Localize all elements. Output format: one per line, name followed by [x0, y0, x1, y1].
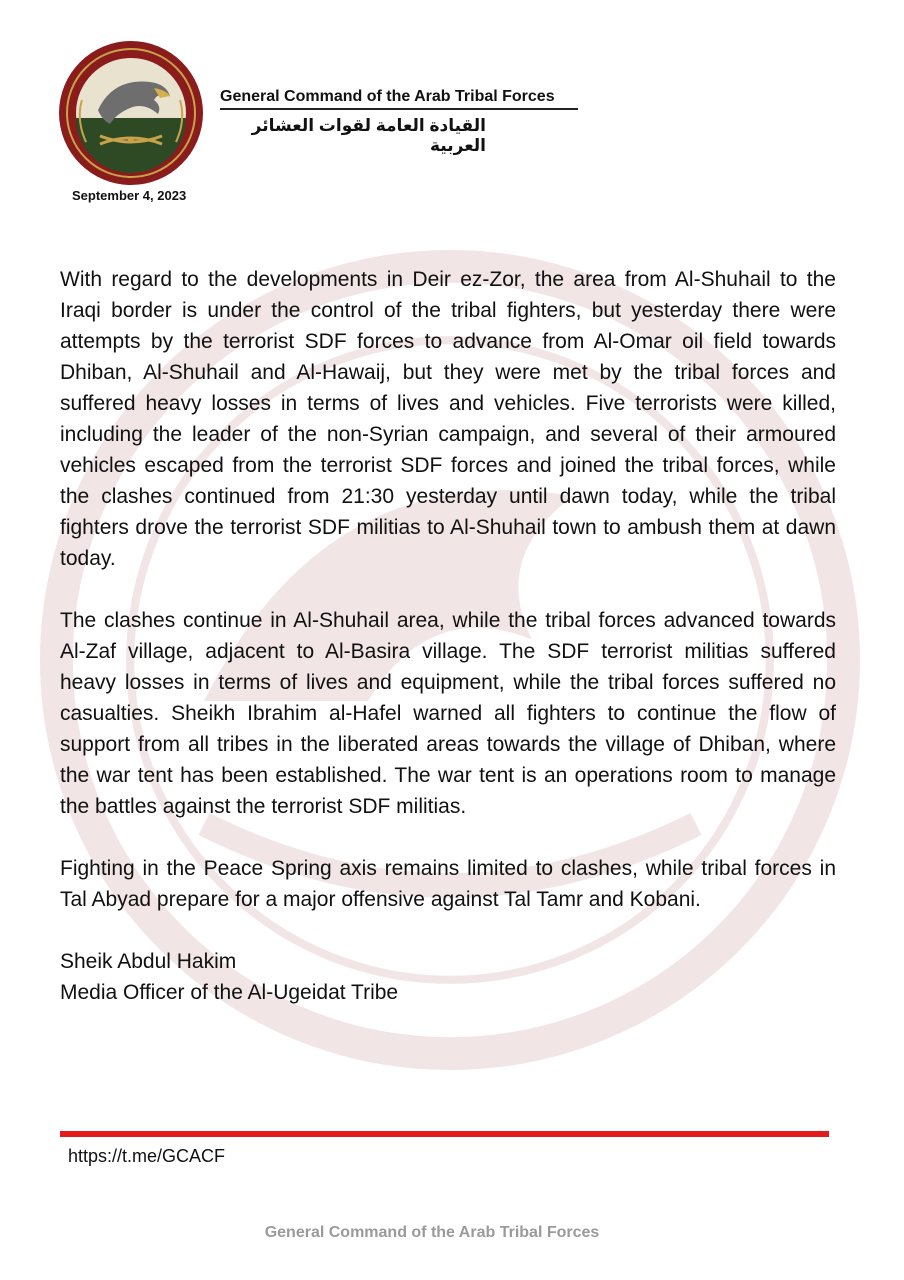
signature-name: Sheik Abdul Hakim: [60, 950, 237, 973]
paragraph: With regard to the developments in Deir ez-Zor, the area from Al-Shuhail to the Iraqi border is under the control of the tribal fighters, but yesterday there were attempts by the terrorist SDF forces to advance from Al-Omar oil field towards Dhiban, Al-Shuhail and Al-Hawaij, but they were met by the tribal forces and suffered heavy losses in terms of lives and vehicles. Five terrorists were killed, including the leader of the non-Syrian campaign, and several of their armoured vehicles escaped from the terrorist SDF forces and joined the tribal forces, while the clashes continued from 21:30 yesterday until dawn today, while the tribal fighters drove the terrorist SDF militias to Al-Shuhail town to ambush them at dawn today.: [60, 268, 836, 570]
organization-title-ar: القيادة العامة لقوات العشائر العربية: [251, 116, 486, 155]
organization-title-en: General Command of the Arab Tribal Forces: [220, 88, 578, 110]
paragraph: The clashes continue in Al-Shuhail area, while the tribal forces advanced towards Al-Zaf village, adjacent to Al-Basira village. The SDF terrorist militias suffered heavy losses in terms of lives and equipment, while the tribal forces suffered no casualties. Sheikh Ibrahim al-Hafel warned all fighters to continue the flow of support from all tribes in the liberated areas towards the village of Dhiban, where the war tent has been established. The war tent is an operations room to manage the battles against the terrorist SDF militias.: [60, 609, 836, 818]
footer-title: General Command of the Arab Tribal Forces: [264, 1224, 600, 1241]
document-date: September 4, 2023: [72, 188, 187, 203]
paragraph: Fighting in the Peace Spring axis remains limited to clashes, while tribal forces in Tal Abyad prepare for a major offensive against Tal Tamr and Kobani.: [60, 857, 836, 911]
emblem-logo-icon: [58, 40, 204, 186]
signature-role: Media Officer of the Al-Ugeidat Tribe: [60, 981, 399, 1004]
statement-body: [60, 264, 836, 1008]
signature-block: [60, 946, 836, 1008]
red-divider: [60, 1131, 829, 1137]
telegram-link[interactable]: https://t.me/GCACF: [68, 1146, 226, 1166]
